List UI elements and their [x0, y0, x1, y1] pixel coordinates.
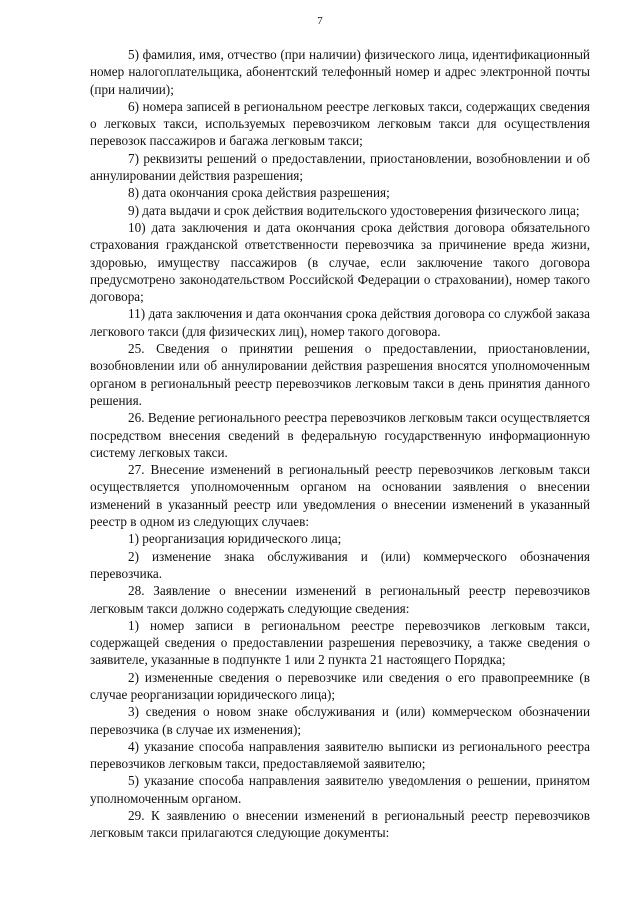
document-body: [90, 46, 590, 842]
paragraph-clause-25: 25. Сведения о принятии решения о предоставлении, приостановлении, возобновлении или об аннулировании действия разрешения вносятся уполномоченным органом в региональный реестр перевозчиков легковым такси в день принятия данного решения.: [90, 341, 590, 408]
page-number: 7: [317, 15, 323, 27]
paragraph-clause-28-item-5: 5) указание способа направления заявителю уведомления о решении, принятом уполномоченным органом.: [90, 773, 590, 806]
paragraph-clause-28: 28. Заявление о внесении изменений в региональный реестр перевозчиков легковым такси должно содержать следующие сведения:: [90, 583, 590, 616]
paragraph-item-8: 8) дата окончания срока действия разрешения;: [128, 185, 390, 201]
paragraph-clause-29: 29. К заявлению о внесении изменений в региональный реестр перевозчиков легковым такси прилагаются следующие документы:: [90, 808, 590, 841]
paragraph-clause-28-item-3: 3) сведения о новом знаке обслуживания и (или) коммерческом обозначении перевозчика (в случае их изменения);: [90, 704, 590, 737]
paragraph-clause-27-item-1: 1) реорганизация юридического лица;: [128, 531, 342, 547]
paragraph-clause-28-item-1: 1) номер записи в региональном реестре перевозчиков легковым такси, содержащей сведения о предоставлении разрешения перевозчику, а также сведения о заявителе, указанные в подпункте 1 или 2 пункта 21 настоящего Порядка;: [90, 617, 590, 668]
paragraph-item-10: 10) дата заключения и дата окончания срока действия договора обязательного страхования гражданской ответственности перевозчика за причинение вреда жизни, здоровью, имуществу пассажиров (в случае, если заключение такого договора предусмотрено законодательством Российской Федерации о страховании), номер такого договора;: [90, 219, 590, 305]
paragraph-clause-28-item-2: 2) измененные сведения о перевозчике или сведения о его правопреемнике (в случае реорганизации юридического лица);: [90, 669, 590, 702]
paragraph-item-6: 6) номера записей в региональном реестре легковых такси, содержащих сведения о легковых такси, используемых перевозчиком легковым такси для осуществления перевозок пассажиров и багажа легковым такси;: [90, 98, 590, 149]
paragraph-clause-27-item-2: 2) изменение знака обслуживания и (или) коммерческого обозначения перевозчика.: [90, 548, 590, 581]
paragraph-clause-28-item-4: 4) указание способа направления заявителю выписки из регионального реестра перевозчиков легковым такси, предоставляемой заявителю;: [90, 738, 590, 772]
paragraph-item-9: 9) дата выдачи и срок действия водительского удостоверения физического лица;: [128, 202, 580, 218]
paragraph-item-7: 7) реквизиты решений о предоставлении, приостановлении, возобновлении и об аннулировании действия разрешения;: [90, 150, 590, 184]
paragraph-item-5: 5) фамилия, имя, отчество (при наличии) физического лица, идентификационный номер налогоплательщика, абонентский телефонный номер и адрес электронной почты (при наличии);: [90, 47, 590, 97]
paragraph-clause-26: 26. Ведение регионального реестра перевозчиков легковым такси осуществляется посредством внесения сведений в федеральную государственную информационную систему легковых такси.: [90, 410, 590, 460]
paragraph-item-11: 11) дата заключения и дата окончания срока действия договора со службой заказа легкового такси (для физических лиц), номер такого договора.: [90, 306, 590, 339]
paragraph-clause-27: 27. Внесение изменений в региональный реестр перевозчиков легковым такси осуществляется уполномоченным органом на основании заявления о внесении изменений в указанный реестр или уведомления о внесении изменений в указанный реестр в одном из следующих случаев:: [90, 462, 590, 530]
